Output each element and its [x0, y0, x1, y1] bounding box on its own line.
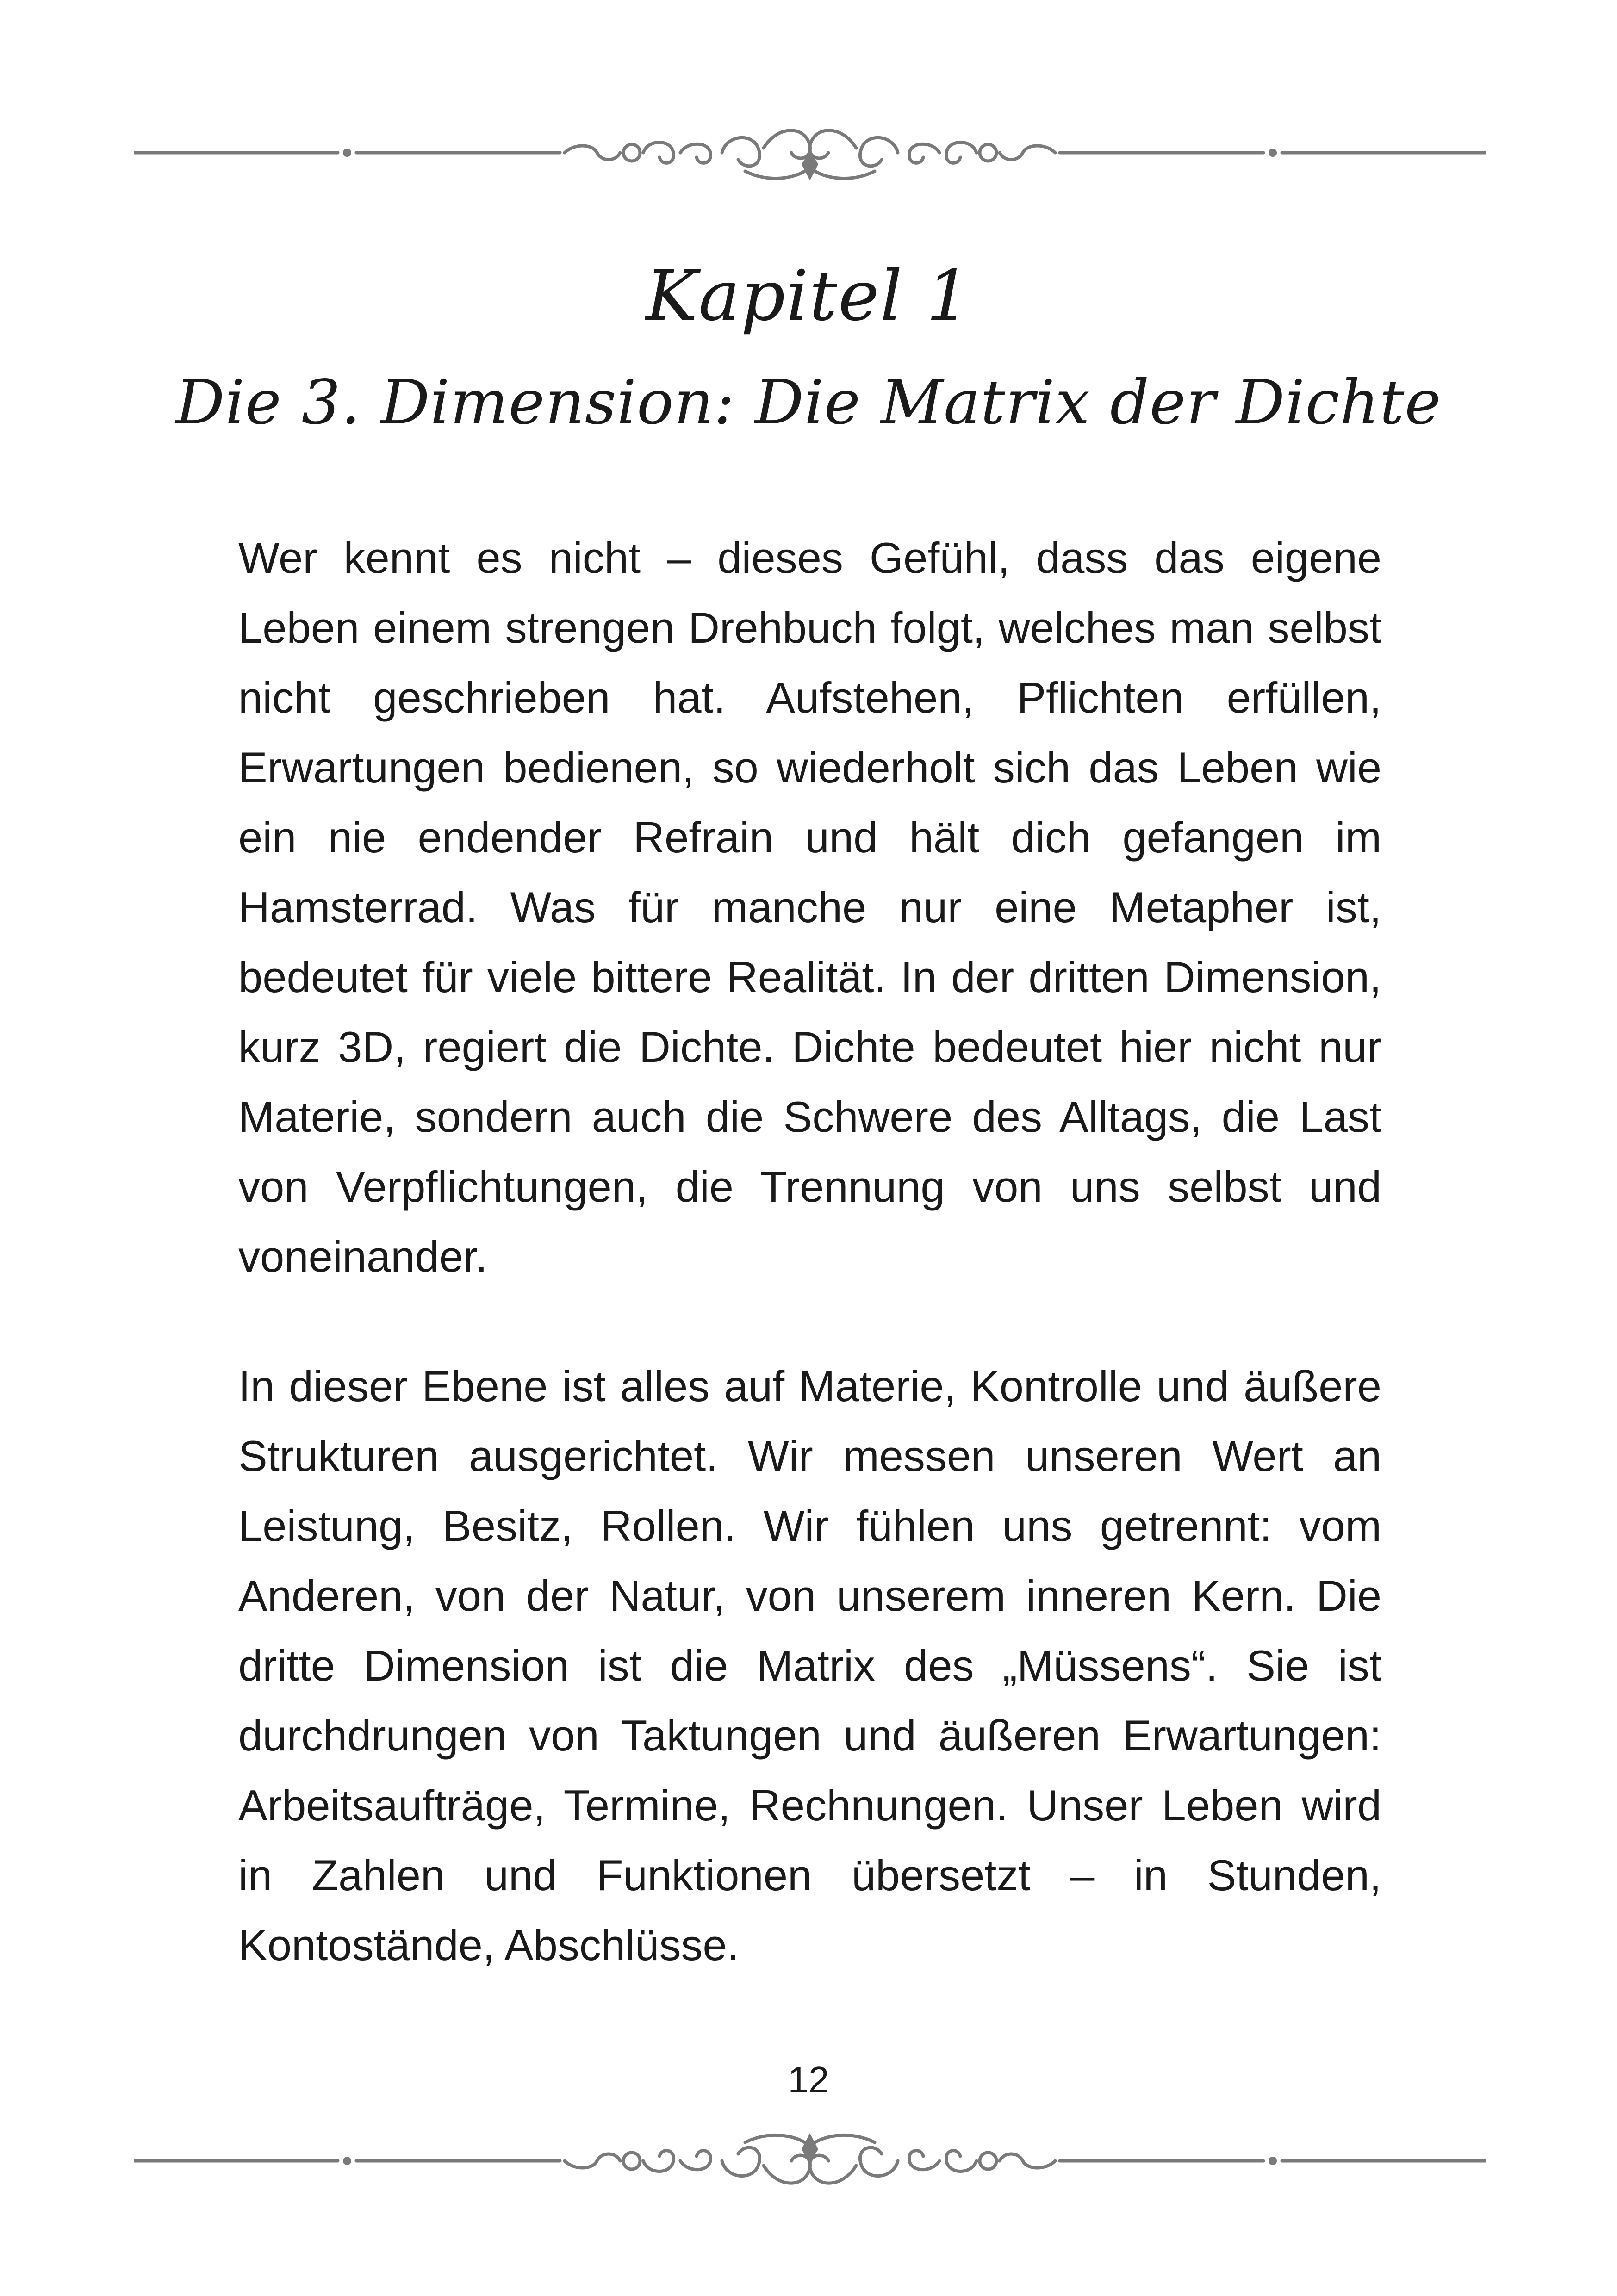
chapter-title: Die 3. Dimension: Die Matrix der Dichte: [175, 367, 1442, 438]
top-flourish-divider-icon: [134, 106, 1486, 199]
chapter-label: Kapitel 1: [646, 256, 971, 336]
body-paragraph-2: In dieser Ebene ist alles auf Materie, Kontrolle und äußere Strukturen ausgerichtet. Wir messen unseren Wert an Leistung, Besitz, Rollen. Wir fühlen uns getrennt: vom Anderen, von der Natur, von unserem inneren Kern. Die dritte Dimension ist die Matrix des „Müssens“. Sie ist durchdrungen von Taktungen und äußeren Erwartungen: Arbeitsaufträge, Termine, Rechnungen. Unser Leben wird in Zahlen und Funktionen übersetzt – in Stunden, Kontostände, Abschlüsse.: [238, 1362, 1381, 1969]
page-number: 12: [788, 2059, 829, 2100]
bottom-flourish-divider-icon: [134, 2115, 1486, 2207]
body-paragraph-1: Wer kennt es nicht – dieses Gefühl, dass das eigene Leben einem strengen Drehbuch folgt, welches man selbst nicht geschrieben hat. Aufstehen, Pflichten erfüllen, Erwartungen bedienen, so wiederholt sich das Leben wie ein nie endender Refrain und hält dich gefangen im Hamsterrad. Was für manche nur eine Metapher ist, bedeutet für viele bittere Realität. In der dritten Dimension, kurz 3D, regiert die Dichte. Dichte bedeutet hier nicht nur Materie, sondern auch die Schwere des Alltags, die Last von Verpflichtungen, die Trennung von uns selbst und voneinander.: [238, 534, 1381, 1281]
